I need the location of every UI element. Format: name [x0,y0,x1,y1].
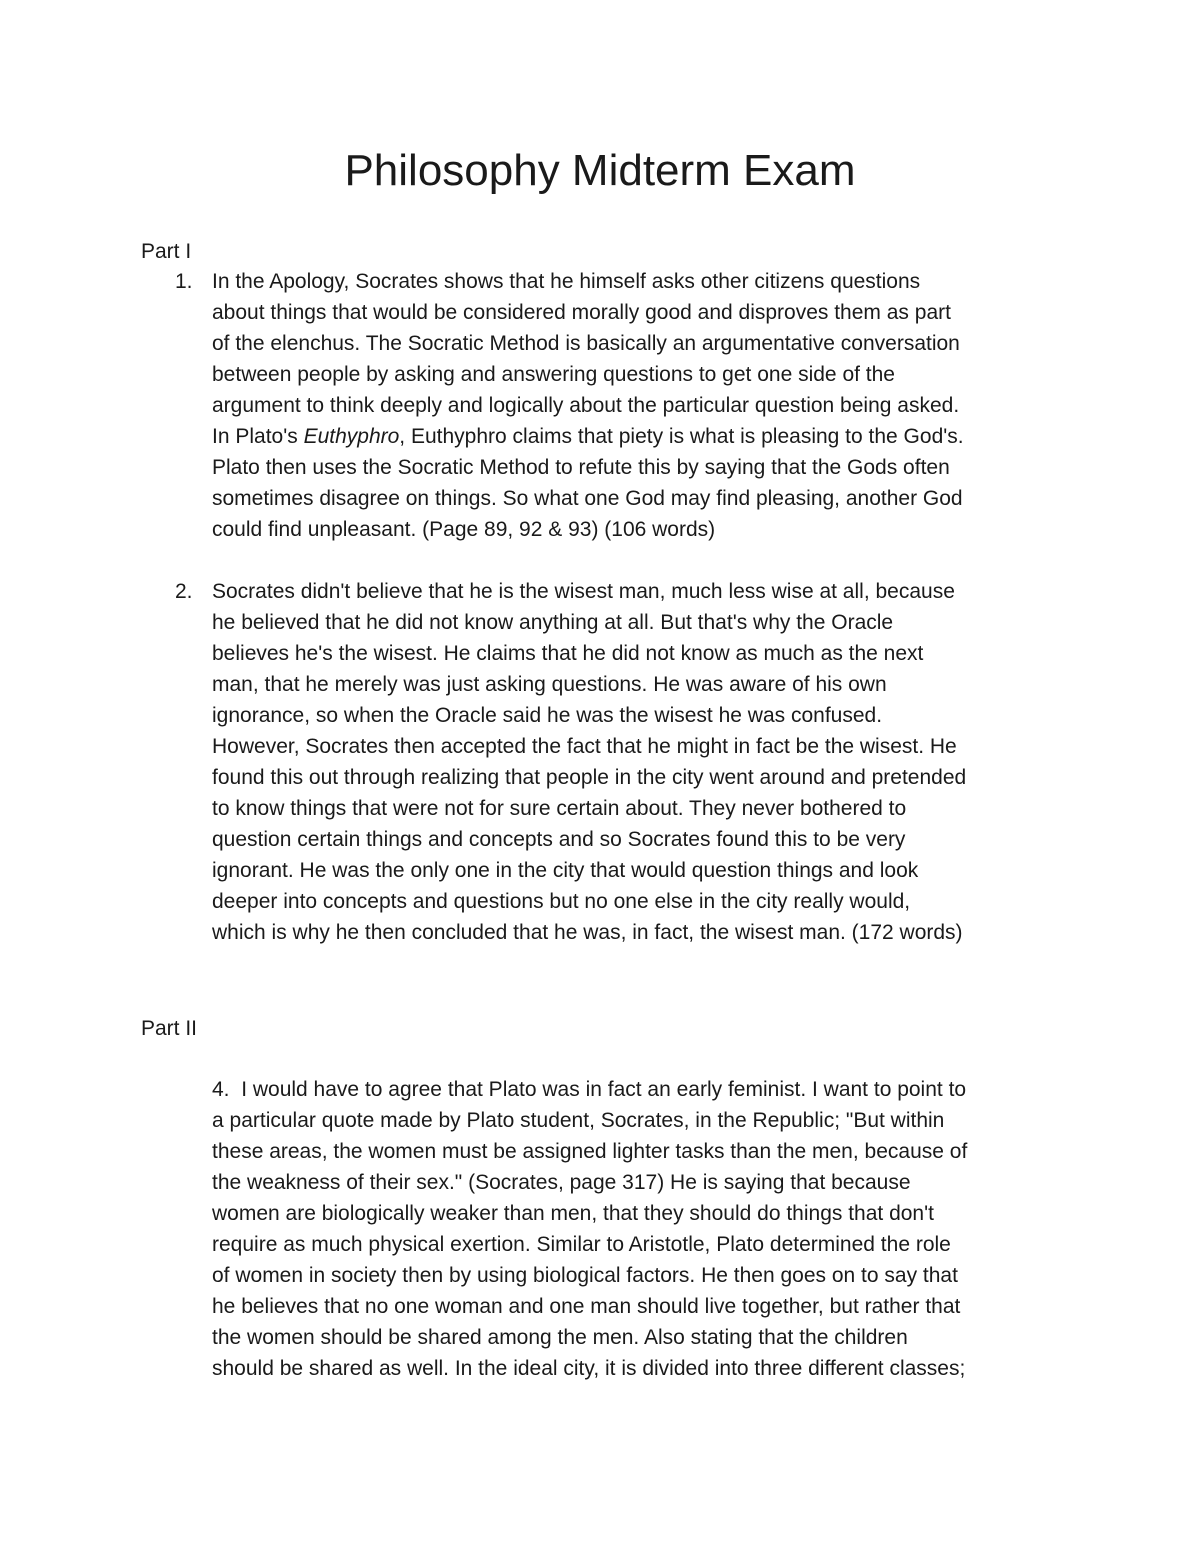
part-2-heading: Part II [141,1017,198,1040]
text-line: which is why he then concluded that he was, in fact, the wisest man. (172 words) [212,921,963,944]
text-line: these areas, the women must be assigned lighter tasks than the men, because of [212,1140,968,1163]
text-line-numbered [212,1074,1082,1105]
answer-text [212,266,1082,545]
text-line: a particular quote made by Plato student, Socrates, in the Republic; "But within [212,1109,945,1132]
text-line: women are biologically weaker than men, that they should do things that don't [212,1202,934,1225]
text-line-with-title [212,421,1082,452]
part-1-heading: Part I [141,240,192,263]
text-fragment: In Plato's [212,425,304,448]
text-line: could find unpleasant. (Page 89, 92 & 93) (106 words) [212,518,716,541]
text-line: between people by asking and answering questions to get one side of the [212,363,895,386]
text-line: to know things that were not for sure certain about. They never bothered to [212,797,907,820]
text-line: deeper into concepts and questions but no one else in the city really would, [212,890,911,913]
text-line: sometimes disagree on things. So what one God may find pleasing, another God [212,487,963,510]
text-line: Socrates didn't believe that he is the wisest man, much less wise at all, because [212,580,955,603]
item-number: 1. [175,270,193,293]
text-line: the weakness of their sex." (Socrates, page 317) He is saying that because [212,1171,911,1194]
answer-text [212,576,1082,948]
page-title: Philosophy Midterm Exam [344,146,856,195]
text-line: the women should be shared among the men. Also stating that the children [212,1326,908,1349]
text-line: believes he's the wisest. He claims that he did not know as much as the next [212,642,924,665]
item-number: 4. [212,1078,230,1101]
text-line: argument to think deeply and logically about the particular question being asked. [212,394,960,417]
text-line: Plato then uses the Socratic Method to refute this by saying that the Gods often [212,456,950,479]
text-line: require as much physical exertion. Similar to Aristotle, Plato determined the role [212,1233,951,1256]
answer-text [212,1074,1082,1384]
item-number: 2. [175,580,193,603]
text-line: he believed that he did not know anything at all. But that's why the Oracle [212,611,894,634]
text-line: he believes that no one woman and one man should live together, but rather that [212,1295,961,1318]
text-line: found this out through realizing that people in the city went around and pretended [212,766,967,789]
text-line: of women in society then by using biological factors. He then goes on to say that [212,1264,958,1287]
text-line: of the elenchus. The Socratic Method is basically an argumentative conversation [212,332,960,355]
text-line: However, Socrates then accepted the fact that he might in fact be the wisest. He [212,735,957,758]
book-title-italic: Euthyphro [303,425,400,448]
text-fragment: I would have to agree that Plato was in fact an early feminist. I want to point to [241,1078,967,1101]
text-line: ignorance, so when the Oracle said he was the wisest he was confused. [212,704,883,727]
text-line: ignorant. He was the only one in the city that would question things and look [212,859,919,882]
text-line: should be shared as well. In the ideal city, it is divided into three different classes; [212,1357,966,1380]
text-fragment: , Euthyphro claims that piety is what is pleasing to the God's. [399,425,964,448]
text-line: man, that he merely was just asking questions. He was aware of his own [212,673,887,696]
text-line: about things that would be considered morally good and disproves them as part [212,301,951,324]
text-line: In the Apology, Socrates shows that he himself asks other citizens questions [212,270,921,293]
text-line: question certain things and concepts and so Socrates found this to be very [212,828,906,851]
